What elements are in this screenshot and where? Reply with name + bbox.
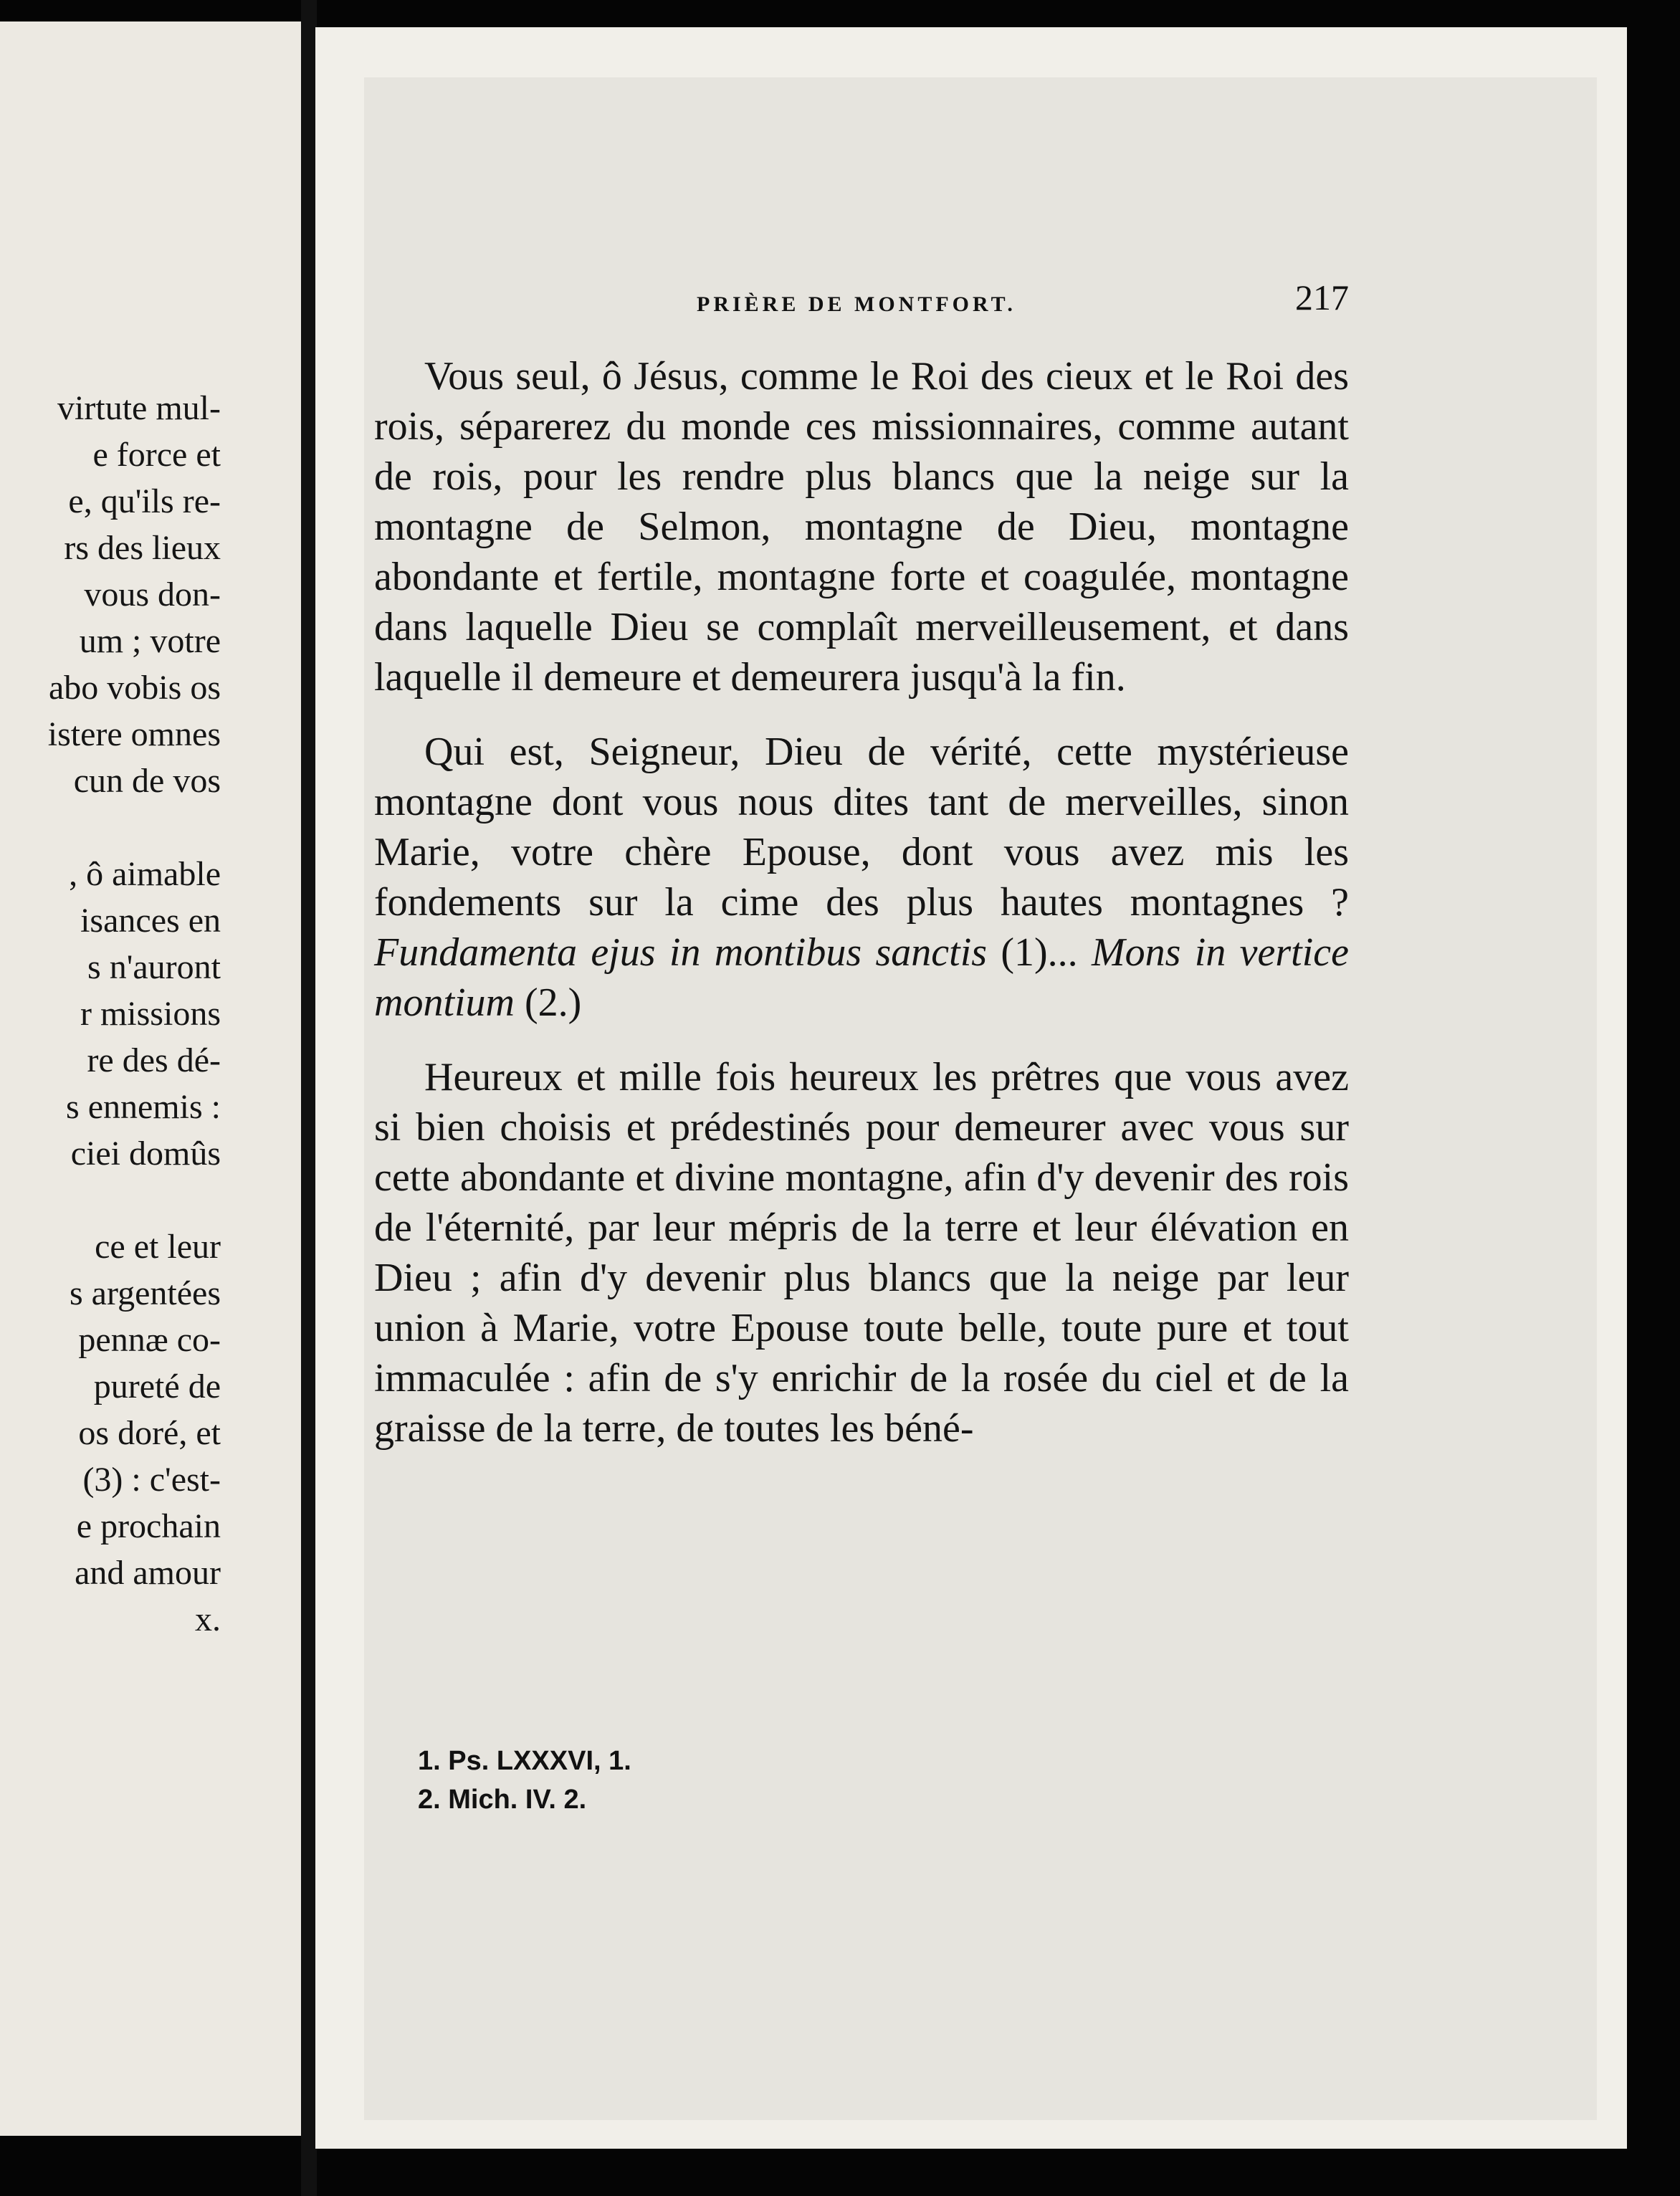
text-segment: (2.) xyxy=(515,980,582,1025)
left-page-line: r missions xyxy=(80,995,221,1033)
text-segment: Heureux et mille fois heureux les prêtres que vous avez si bien choisis et prédestinés pour demeurer avec vous sur cette abondante et divine montagne, afin d'y devenir des rois de l'éternité, par leur mépris de la terre et leur élévation en Dieu ; afin d'y devenir plus blancs que la neige par leur union à Marie, votre Epouse toute belle, toute pure et tout immaculée : afin de s'y enrichir de la rosée du ciel et de la graisse de la terre, de toutes les béné- xyxy=(374,1055,1349,1451)
left-page-line: s n'auront xyxy=(87,948,221,986)
left-page-line: s ennemis : xyxy=(66,1088,221,1126)
left-page-line: vous don- xyxy=(84,576,221,614)
left-page-line: ciei domûs xyxy=(70,1135,221,1173)
left-page-line: virtute mul- xyxy=(57,389,221,427)
left-page-line: e force et xyxy=(92,436,221,474)
left-page-line: istere omnes xyxy=(47,715,221,753)
left-page-line: cun de vos xyxy=(73,762,221,800)
latin-quote: Mons in vertice montium xyxy=(374,930,1349,1025)
left-page-line: os doré, et xyxy=(78,1414,221,1452)
footnotes xyxy=(418,1742,631,1819)
left-page-line: um ; votre xyxy=(79,622,221,660)
page-number: 217 xyxy=(1295,277,1349,318)
latin-quote: Fundamenta ejus in montibus sanctis xyxy=(374,930,988,975)
left-page-line: ce et leur xyxy=(95,1228,221,1266)
paragraph xyxy=(374,727,1349,1028)
main-text xyxy=(374,351,1349,1478)
left-page-line: pureté de xyxy=(93,1367,221,1405)
paragraph xyxy=(374,1052,1349,1453)
left-page-line: isances en xyxy=(80,902,221,940)
left-page-line: , ô aimable xyxy=(69,855,221,893)
left-page-line: x. xyxy=(195,1600,221,1638)
book-gutter xyxy=(301,0,317,2196)
text-segment: Qui est, Seigneur, Dieu de vérité, cette mystérieuse montagne dont vous nous dites tant de merveilles, sinon Marie, votre chère Epouse, dont vous avez mis les fondements sur la cime des plus hautes montagnes ? xyxy=(374,730,1349,925)
paragraph xyxy=(374,351,1349,702)
left-page-line: e prochain xyxy=(76,1507,221,1545)
left-page-line: (3) : c'est- xyxy=(82,1461,221,1499)
left-page xyxy=(0,22,308,2136)
left-page-line: rs des lieux xyxy=(64,529,221,567)
page-header xyxy=(374,272,1349,330)
left-page-line: pennæ co- xyxy=(78,1321,221,1359)
text-segment: Vous seul, ô Jésus, comme le Roi des cieux et le Roi des rois, séparerez du monde ces missionnaires, comme autant de rois, pour les rendre plus blancs que la neige sur la montagne de Selmon, montagne de Dieu, montagne abondante et fertile, montagne forte et coagulée, montagne dans laquelle Dieu se complaît merveilleusement, et dans laquelle il demeure et demeurera jusqu'à la fin. xyxy=(374,354,1349,700)
left-page-line: re des dé- xyxy=(87,1041,221,1079)
running-title: PRIÈRE DE MONTFORT. xyxy=(697,292,1016,316)
footnote: 2. Mich. IV. 2. xyxy=(418,1785,587,1815)
left-page-line: abo vobis os xyxy=(49,669,221,707)
left-page-line: and amour xyxy=(75,1554,221,1592)
footnote: 1. Ps. LXXXVI, 1. xyxy=(418,1746,631,1776)
text-segment: (1)... xyxy=(987,930,1092,975)
left-page-line: e, qu'ils re- xyxy=(68,482,221,520)
left-page-line: s argentées xyxy=(69,1274,221,1312)
